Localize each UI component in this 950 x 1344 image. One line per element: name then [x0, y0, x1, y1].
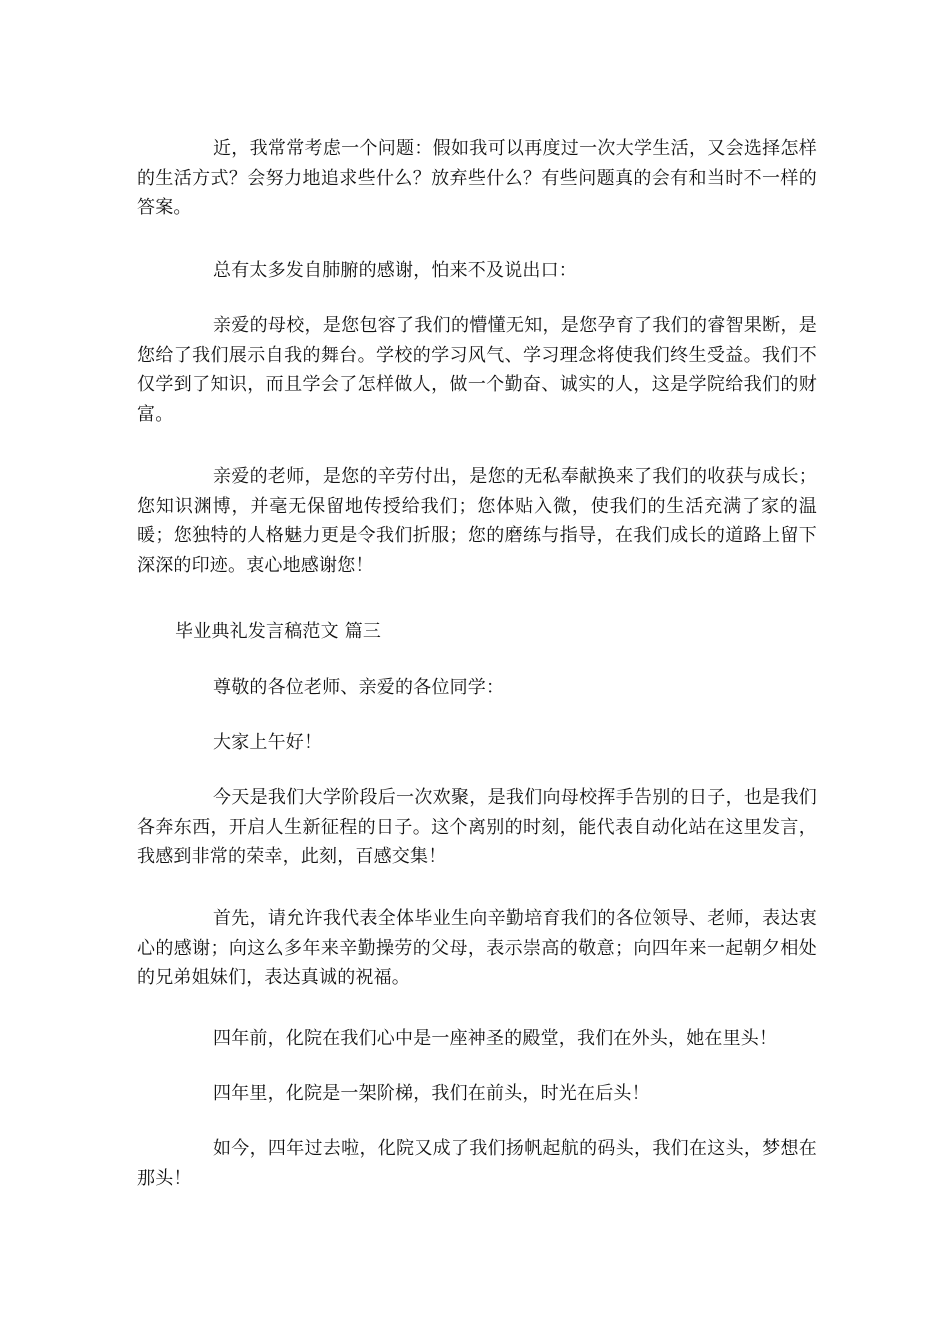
- paragraph-farewell: 今天是我们大学阶段后一次欢聚，是我们向母校挥手告别的日子，也是我们各奔东西，开启人生新征程的日子。这个离别的时刻，能代表自动化站在这里发言，我感到非常的荣幸，此刻，百感交集！: [137, 787, 817, 867]
- paragraph-alma-mater: 亲爱的母校，是您包容了我们的懵懂无知，是您孕育了我们的睿智果断，是您给了我们展示自我的舞台。学校的学习风气、学习理念将使我们终生受益。我们不仅学到了知识，而且学会了怎样做人，做一个勤奋、诚实的人，这是学院给我们的财富。: [137, 315, 817, 425]
- paragraph-teachers: 亲爱的老师，是您的辛劳付出，是您的无私奉献换来了我们的收获与成长；您知识渊博，并毫无保留地传授给我们；您体贴入微，使我们的生活充满了家的温暖；您独特的人格魅力更是令我们折服；您的磨练与指导，在我们成长的道路上留下深深的印迹。衷心地感谢您！: [137, 466, 817, 576]
- section-heading: 毕业典礼发言稿范文 篇三: [175, 621, 382, 642]
- paragraph-gratitude-intro: 总有太多发自肺腑的感谢，怕来不及说出口：: [213, 260, 577, 281]
- paragraph-greeting: 大家上午好！: [213, 732, 323, 753]
- paragraph-now: 如今，四年过去啦，化院又成了我们扬帆起航的码头，我们在这头，梦想在那头！: [137, 1138, 817, 1189]
- paragraph-thanks: 首先，请允许我代表全体毕业生向辛勤培育我们的各位领导、老师，表达衷心的感谢；向这么多年来辛勤操劳的父母，表示崇高的敬意；向四年来一起朝夕相处的兄弟姐妹们，表达真诚的祝福。: [137, 908, 817, 988]
- paragraph-reflection: 近，我常常考虑一个问题：假如我可以再度过一次大学生活，又会选择怎样的生活方式？会努力地追求些什么？放弃些什么？有些问题真的会有和当时不一样的答案。: [137, 138, 817, 218]
- paragraph-four-years-ago: 四年前，化院在我们心中是一座神圣的殿堂，我们在外头，她在里头！: [213, 1028, 778, 1049]
- paragraph-four-years-in: 四年里，化院是一架阶梯，我们在前头，时光在后头！: [213, 1083, 650, 1104]
- paragraph-salutation: 尊敬的各位老师、亲爱的各位同学：: [213, 677, 505, 698]
